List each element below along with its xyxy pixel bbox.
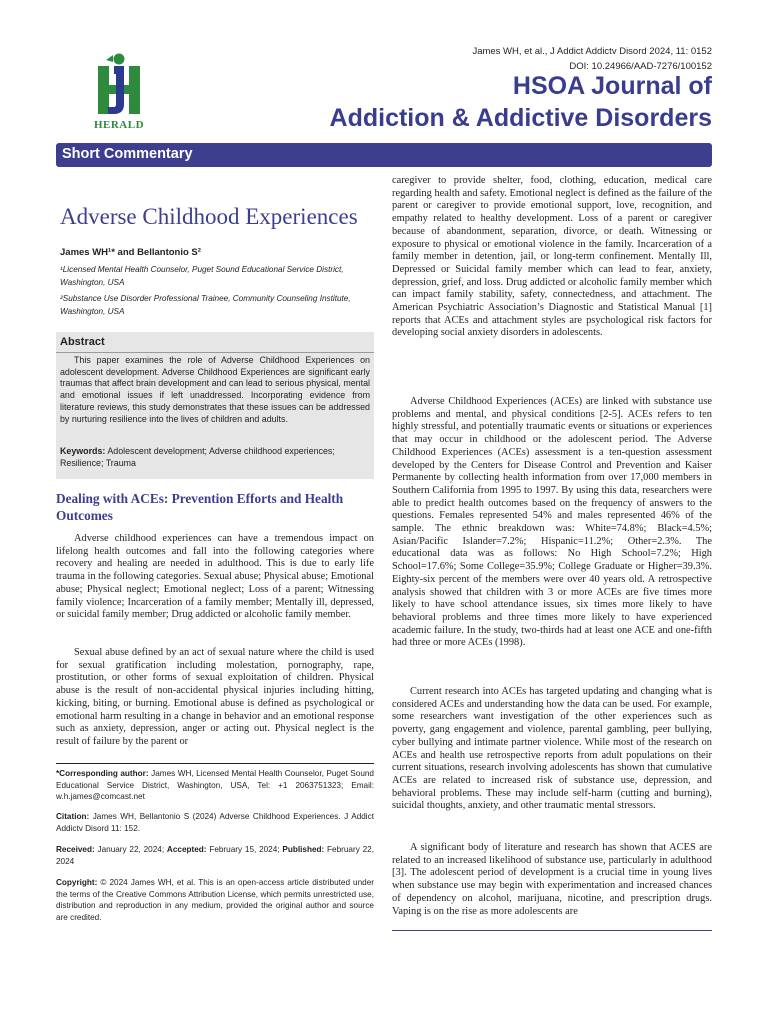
keywords-list: Adolescent development; Adverse childhood experiences; Resilience; Trauma	[60, 446, 335, 468]
article-type-banner	[56, 143, 712, 167]
footnote-label: Received:	[56, 845, 95, 854]
article-title: Adverse Childhood Experiences	[60, 204, 358, 229]
publisher-logo	[84, 52, 154, 134]
section-heading: Dealing with ACEs: Prevention Efforts and Health Outcomes	[56, 491, 344, 523]
article-type-label: Short Commentary	[62, 146, 193, 162]
abstract-text: This paper examines the role of Adverse Childhood Experiences on adolescent development. Adverse Childhood Experiences are significant early traumas that affect brain development and can lead to serious physical, mental and emotional issues if left unaddressed. Incorporating evidence from literature reviews, this study demonstrates that these issues can be addressed by nurturing resilience into the lives of children and adults.	[60, 355, 370, 424]
corresponding-author-note	[56, 768, 374, 803]
footnote-text: James WH, Bellantonio S (2024) Adverse Childhood Experiences. J Addict Addictv Disord 11: 152.	[56, 812, 374, 833]
herald-logo-icon	[84, 52, 154, 118]
footnote-text: January 22, 2024;	[94, 845, 167, 854]
citation-note	[56, 811, 374, 834]
abstract-box	[56, 332, 374, 479]
footnote-label: Citation:	[56, 812, 90, 821]
logo-wordmark: HERALD	[93, 119, 145, 131]
body-paragraph: Adverse childhood experiences can have a tremendous impact on lifelong health outcomes and fall into the following categories where recovery and healing are needed in adulthood. This is due to early life trauma in the following categories. Sexual abuse; Physical abuse; Emotional abuse; Physical neglect; Emotional neglect; Loss of a parent; Witnessing family violence; Incarceration of a family member; Mentally ill, depressed, or suicidal family member; Drug addicted or alcoholic family member.	[56, 533, 374, 621]
doi-link[interactable]: DOI: 10.24966/AAD-7276/100152	[569, 61, 712, 72]
author-list: James WH¹* and Bellantonio S²	[60, 247, 201, 258]
keywords-label: Keywords:	[60, 446, 106, 456]
dates-note	[56, 844, 374, 867]
keywords	[60, 446, 370, 469]
journal-title-line-1: HSOA Journal of	[512, 72, 712, 100]
body-paragraph: A significant body of literature and research has shown that ACES are related to an increased likelihood of substance use, particularly in adulthood [3]. The adolescent period of development is a crucial time in young lives when substance use may begin with experimentation and increased chances of dependency on alcohol, marijuana, nicotine, and prescription drugs. Vaping is on the rise as more adolescents are	[392, 842, 712, 917]
copyright-note	[56, 877, 374, 923]
body-paragraph: caregiver to provide shelter, food, clothing, education, medical care regarding health and safety. Emotional neglect is defined as the failure of the parent or caregiver to provide emotional support, love, recognition, and empathy related to healthy development. Loss of a parent or caregiver because of abandonment, separation, divorce, or death. Witnessing or exposure to physical or emotional violence in the family. Incarceration of a family member in detention, jail, or long-term confinement. Mentally Ill, Depressed or Suicidal family member which can lead to fear, anxiety, depression, grief, and loss. Drug addicted or alcoholic family member which can impact family stability, safety, connectedness, and attachment. The American Psychiatric Association’s Diagnostic and Statistical Manual [1] reports that ACEs and attachment styles are psychological risk factors for developing social anxiety disorders in adolescents.	[392, 175, 712, 339]
footnote-text: February 15, 2024;	[206, 845, 283, 854]
footnote-label: Published:	[282, 845, 325, 854]
running-citation: James WH, et al., J Addict Addictv Disord 2024, 11: 0152	[472, 46, 712, 57]
body-paragraph: Current research into ACEs has targeted updating and changing what is considered ACEs and understanding how the data can be used. For example, some researchers want investigation of the other experiences such as poverty, gang engagement and violence, parental gambling, peer bullying, cyber bullying and intimate partner violence. While most of the research on ACEs and health use retrospective reports from adult populations on their current situations, research involving adolescents has shown that cumulative ACEs are related to increased risk of substance use, depression, and behavioral problems. These may include self-harm (cutting and burning), suicidal thoughts, anxiety, and other traumatic mental stressors.	[392, 686, 712, 812]
abstract-divider	[56, 352, 374, 353]
footnote-text: © 2024 James WH, et al. This is an open-access article distributed under the terms of the Creative Commons Attribution License, which permits unrestricted use, distribution and reproduction in any medium, provided the original author and source are credited.	[56, 878, 374, 922]
footnote-label: *Corresponding author:	[56, 769, 149, 778]
abstract-heading: Abstract	[60, 336, 105, 348]
body-paragraph: Sexual abuse defined by an act of sexual nature where the child is used for sexual gratification including molestation, pornography, rape, prostitution, or other forms of sexual exploitation of children. Physical abuse is the result of non-accidental physical injuries including hitting, kicking, biting, or burning. Emotional abuse is defined as psychological or emotional harm resulting in a change in behavior and an emotional response such as anxiety, depression, anger or acting out. Physical neglect is the result of failure by the parent or	[56, 647, 374, 747]
affiliation-1: ¹Licensed Mental Health Counselor, Puget Sound Educational Service District, Washington, USA	[60, 265, 344, 287]
footnote-divider	[56, 763, 374, 764]
affiliation-2: ²Substance Use Disorder Professional Trainee, Community Counseling Institute, Washington, USA	[60, 294, 351, 316]
footnote-text: February 22, 2024	[56, 845, 374, 866]
journal-title-line-2: Addiction & Addictive Disorders	[329, 104, 712, 132]
footnote-text: James WH, Licensed Mental Health Counselor, Puget Sound Educational Service District, Washington, USA, Tel: +1 2063751323; Email: w.h.james@comcast.net	[56, 769, 374, 802]
footnote-label: Accepted:	[166, 845, 207, 854]
page-bottom-rule	[392, 930, 712, 931]
body-paragraph: Adverse Childhood Experiences (ACEs) are linked with substance use problems and mental, and physical conditions [2-5]. ACEs refers to ten highly stressful, and potentially traumatic events or situations or experiences that may occur in childhood or the adolescent period. The Adverse Childhood Experiences (ACEs) assessment is a ten-question assessment developed by the Centers for Disease Control and Prevention and Kaiser Permanente by collecting health information from over 17,000 members in Southern California from 1995 to 1997. By using this data, researchers were able to predict health outcomes based on the frequency of answers to the questions. Females represented 54% and males represented 46% of the sample. The ethnic breakdown was: White=74.8%; Black=4.5%; Asian/Pacific Islander=7.2%; Hispanic=11.2%; Other=2.3%. The educational data was as follows: No High School=7.2%; High School=17.6%; Some College=35.9%; College Graduate or Higher=39.3%. Eighty-six percent of the members were over 40 years old. A retrospective analysis showed that children with 3 or more ACEs are five times more likely to have school attendance issues, six times more likely to have behavioral problems and three times more likely to have experienced academic failure. In the study, two-thirds had at least one ACE and one-fifth had three or more ACEs (1998).	[392, 396, 712, 649]
footnote-label: Copyright:	[56, 878, 98, 887]
